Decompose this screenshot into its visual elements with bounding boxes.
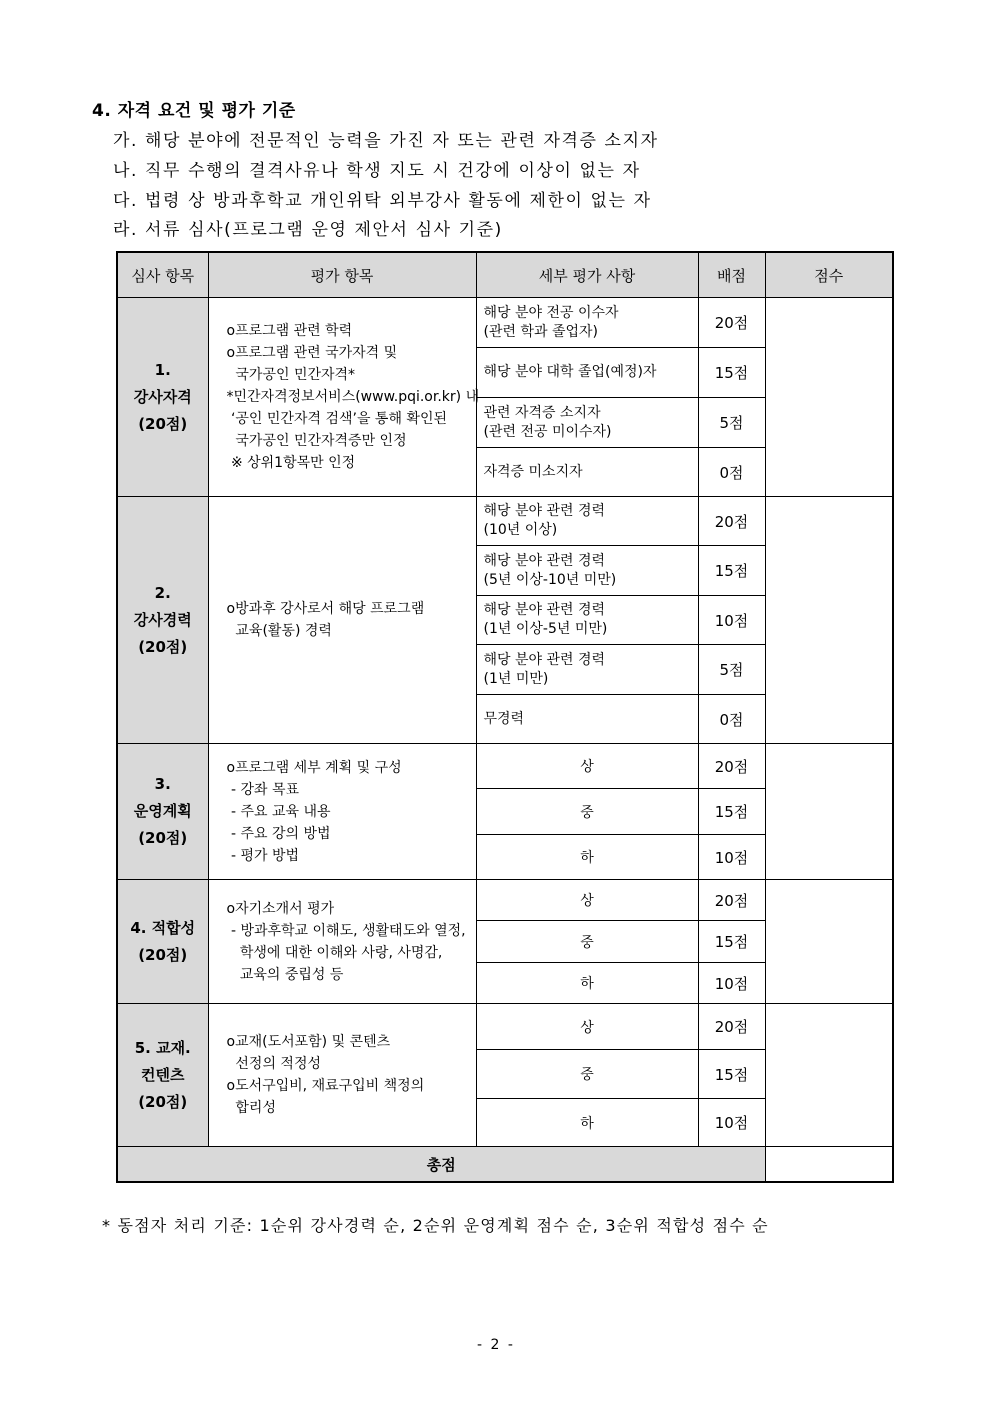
detail-cell (476, 298, 698, 348)
points-cell: 10점 (698, 835, 765, 880)
total-label: 총점 (117, 1147, 765, 1183)
category-line: (20점) (138, 829, 188, 847)
category-line: 강사자격 (133, 387, 192, 406)
points-cell: 10점 (698, 1099, 765, 1147)
score-cell[interactable] (765, 298, 893, 497)
detail-cell (476, 921, 698, 963)
detail-line: 중 (580, 1067, 594, 1083)
score-cell[interactable] (765, 744, 893, 880)
category-line: 컨텐츠 (141, 1065, 185, 1084)
requirement-item: 라. 서류 심사(프로그램 운영 제안서 심사 기준) (113, 220, 503, 240)
table-row (117, 1004, 893, 1050)
detail-line: 하 (580, 850, 594, 866)
table-row (117, 497, 893, 546)
category-line: 1. (154, 360, 171, 379)
points-cell: 15점 (698, 546, 765, 596)
criteria-line: 교육(활동) 경력 (226, 623, 332, 639)
total-row (117, 1147, 893, 1183)
points-cell: 5점 (698, 398, 765, 448)
detail-line: (10년 이상) (483, 522, 558, 538)
criteria-line: o프로그램 관련 학력 (226, 323, 353, 339)
category-line: 2. (154, 583, 171, 602)
detail-line: 하 (580, 1115, 594, 1132)
category-cell (117, 298, 208, 497)
points-cell: 20점 (698, 497, 765, 546)
requirement-item: 다. 법령 상 방과후학교 개인위탁 외부강사 활동에 제한이 없는 자 (113, 191, 652, 211)
criteria-line: - 방과후학교 이해도, 생활태도와 열정, (226, 922, 466, 939)
detail-line: 하 (580, 976, 594, 992)
detail-cell (476, 645, 698, 695)
detail-line: 상 (580, 893, 594, 909)
detail-line: (관련 학과 졸업자) (483, 323, 598, 340)
criteria-line: *민간자격정보서비스(www.pqi.or.kr) 내 (226, 389, 480, 405)
requirement-item: 가. 해당 분야에 전문적인 능력을 가진 자 또는 관련 자격증 소지자 (113, 131, 659, 151)
category-line: 5. 교재. (134, 1038, 191, 1057)
detail-line: (1년 미만) (483, 670, 549, 687)
detail-cell (476, 744, 698, 789)
detail-cell (476, 448, 698, 497)
criteria-line: 국가공인 민간자격* (226, 367, 356, 383)
criteria-line: o방과후 강사로서 해당 프로그램 (226, 601, 425, 617)
criteria-cell (208, 744, 476, 880)
criteria-line: o프로그램 세부 계획 및 구성 (226, 759, 402, 776)
criteria-cell (208, 497, 476, 744)
category-line: 3. (154, 775, 171, 793)
criteria-line: o자기소개서 평가 (226, 900, 335, 917)
page-number: - 2 - (477, 1337, 515, 1353)
header-score: 점수 (765, 252, 893, 298)
criteria-line: 합리성 (226, 1100, 276, 1116)
criteria-line: - 주요 교육 내용 (226, 803, 331, 820)
points-cell: 20점 (698, 880, 765, 921)
criteria-line: 선정의 적정성 (226, 1056, 321, 1072)
points-cell: 0점 (698, 448, 765, 497)
points-cell: 20점 (698, 298, 765, 348)
detail-line: 해당 분야 관련 경력 (483, 503, 606, 519)
detail-cell (476, 497, 698, 546)
points-cell: 10점 (698, 963, 765, 1004)
category-line: 4. 적합성 (130, 918, 196, 937)
table-row (117, 298, 893, 348)
criteria-line: - 강좌 목표 (226, 781, 299, 798)
criteria-cell (208, 298, 480, 497)
category-line: 강사경력 (133, 610, 192, 629)
detail-cell (476, 835, 698, 880)
category-line: (20점) (138, 414, 188, 433)
detail-line: 해당 분야 관련 경력 (483, 651, 606, 668)
detail-cell (476, 1050, 698, 1099)
criteria-line: 학생에 대한 이해와 사랑, 사명감, (226, 944, 443, 961)
points-cell: 5점 (698, 645, 765, 695)
detail-cell (476, 695, 698, 744)
points-cell: 20점 (698, 1004, 765, 1050)
score-cell[interactable] (765, 497, 893, 744)
category-line: (20점) (138, 1092, 188, 1111)
detail-cell (476, 546, 698, 596)
detail-line: 해당 분야 관련 경력 (483, 602, 606, 618)
detail-cell (476, 1004, 698, 1050)
table-row (117, 744, 893, 789)
criteria-cell (208, 1004, 476, 1147)
detail-cell (476, 348, 698, 398)
detail-line: (관련 전공 미이수자) (483, 423, 612, 440)
detail-line: 자격증 미소지자 (483, 463, 583, 480)
score-cell[interactable] (765, 1004, 893, 1147)
total-score-cell (765, 1147, 893, 1183)
header-category: 심사 항목 (117, 252, 208, 298)
criteria-line: o도서구입비, 재료구입비 책정의 (226, 1078, 425, 1094)
table-header-row (117, 252, 893, 298)
detail-line: 해당 분야 관련 경력 (483, 552, 606, 569)
points-cell: 15점 (698, 921, 765, 963)
detail-cell (476, 398, 698, 448)
criteria-line: - 평가 방법 (226, 847, 299, 864)
category-cell (117, 744, 208, 880)
detail-line: 무경력 (483, 710, 525, 727)
score-cell[interactable] (765, 880, 893, 1004)
points-cell: 15점 (698, 348, 765, 398)
criteria-line: 국가공인 민간자격증만 인정 (226, 433, 407, 449)
detail-cell (476, 596, 698, 645)
table-row (117, 880, 893, 921)
points-cell: 15점 (698, 789, 765, 835)
detail-cell (476, 1099, 698, 1147)
points-cell: 0점 (698, 695, 765, 744)
detail-line: 중 (580, 804, 594, 821)
detail-line: 해당 분야 전공 이수자 (483, 304, 619, 321)
category-line: 운영계획 (133, 802, 192, 820)
criteria-line: ※ 상위1항목만 인정 (226, 455, 356, 471)
detail-line: (5년 이상-10년 미만) (483, 571, 617, 588)
points-cell: 10점 (698, 596, 765, 645)
detail-cell (476, 880, 698, 921)
header-points: 배점 (698, 252, 765, 298)
criteria-line: o프로그램 관련 국가자격 및 (226, 345, 398, 361)
criteria-line: - 주요 강의 방법 (226, 825, 331, 842)
detail-line: 관련 자격증 소지자 (483, 404, 601, 421)
detail-line: (1년 이상-5년 미만) (483, 621, 608, 637)
category-cell (117, 880, 208, 1004)
category-cell (117, 1004, 208, 1147)
category-line: (20점) (138, 637, 188, 656)
points-cell: 15점 (698, 1050, 765, 1099)
category-line: (20점) (138, 945, 188, 964)
criteria-cell (208, 880, 476, 1004)
header-detail: 세부 평가 사항 (476, 252, 698, 298)
detail-line: 상 (580, 1019, 594, 1036)
requirement-item: 나. 직무 수행의 결격사유나 학생 지도 시 건강에 이상이 없는 자 (113, 161, 641, 181)
points-cell: 20점 (698, 744, 765, 789)
detail-line: 중 (580, 934, 594, 951)
category-cell (117, 497, 208, 744)
section-heading: 4. 자격 요건 및 평가 기준 (92, 101, 296, 121)
detail-line: 해당 분야 대학 졸업(예정)자 (483, 364, 657, 380)
evaluation-table (116, 251, 894, 1183)
detail-cell (476, 789, 698, 835)
criteria-line: o교재(도서포함) 및 콘텐츠 (226, 1034, 391, 1050)
detail-line: 상 (580, 759, 594, 775)
criteria-line: ‘공인 민간자격 검색’을 통해 확인된 (226, 411, 447, 427)
header-criteria: 평가 항목 (208, 252, 476, 298)
criteria-line: 교육의 중립성 등 (226, 966, 344, 983)
tie-break-note: * 동점자 처리 기준: 1순위 강사경력 순, 2순위 운영계획 점수 순, 3순위 적합성 점수 순 (102, 1216, 769, 1235)
detail-cell (476, 963, 698, 1004)
